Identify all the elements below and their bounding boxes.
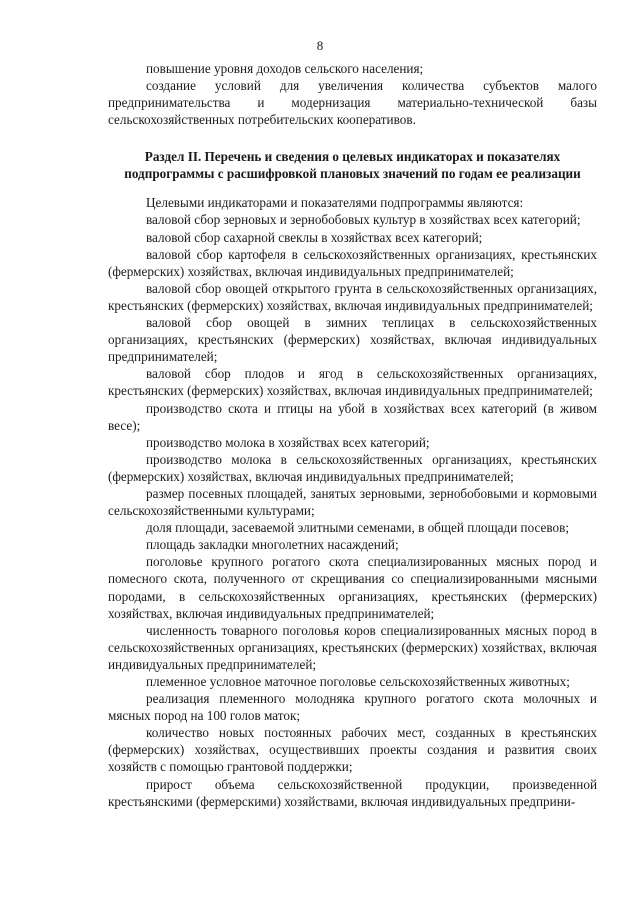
indicator-item: производство скота и птицы на убой в хозяйствах всех категорий (в живом весе); <box>108 400 597 433</box>
page-content <box>108 60 597 810</box>
indicator-item: валовой сбор овощей открытого грунта в сельскохозяйственных организациях, крестьянских (фермерских) хозяйствах, включая индивидуальных предпринимателей; <box>108 280 597 313</box>
intro-paragraph: создание условий для увеличения количества субъектов малого предпринимательства и модернизация материально-технической базы сельскохозяйственных потребительских кооперативов. <box>108 78 597 128</box>
indicator-item: валовой сбор плодов и ягод в сельскохозяйственных организациях, крестьянских (фермерских) хозяйствах, включая индивидуальных предпринимателей; <box>108 366 597 399</box>
section-lead: Целевыми индикаторами и показателями подпрограммы являются: <box>146 195 524 211</box>
section-heading: Раздел II. Перечень и сведения о целевых индикаторах и показателях подпрограммы с расшифровкой плановых значений по годам ее реализации <box>124 149 581 182</box>
indicator-item: площадь закладки многолетних насаждений; <box>146 537 399 553</box>
indicator-item: численность товарного поголовья коров специализированных мясных пород в сельскохозяйственных организациях, крестьянских (фермерских) хозяйствах, включая индивидуальных предпринимателей; <box>108 622 597 672</box>
indicator-item: доля площади, засеваемой элитными семенами, в общей площади посевов; <box>146 520 570 536</box>
indicator-item: прирост объема сельскохозяйственной продукции, произведенной крестьянскими (фермерскими) хозяйствами, включая индивидуальных предприни- <box>108 776 597 809</box>
indicator-item: племенное условное маточное поголовье сельскохозяйственных животных; <box>146 674 570 689</box>
intro-paragraph: повышение уровня доходов сельского населения; <box>146 61 424 76</box>
indicator-item: размер посевных площадей, занятых зерновыми, зернобобовыми и кормовыми сельскохозяйственными культурами; <box>108 485 597 519</box>
indicator-item: количество новых постоянных рабочих мест, созданных в крестьянских (фермерских) хозяйствах, осуществивших проекты создания и развития своих хозяйств с помощью грантовой поддержки; <box>108 725 597 775</box>
indicator-item: производство молока в сельскохозяйственных организациях, крестьянских (фермерских) хозяйствах, включая индивидуальных предпринимателей; <box>108 451 597 484</box>
page-number: 8 <box>316 38 324 53</box>
indicator-item: валовой сбор зерновых и зернобобовых культур в хозяйствах всех категорий; <box>146 212 581 228</box>
indicator-item: валовой сбор картофеля в сельскохозяйственных организациях, крестьянских (фермерских) хозяйствах, включая индивидуальных предпринимателей; <box>108 246 597 279</box>
indicator-item: производство молока в хозяйствах всех категорий; <box>146 434 430 450</box>
indicator-item: реализация племенного молодняка крупного рогатого скота молочных и мясных пород на 100 голов маток; <box>108 691 597 724</box>
indicator-item: валовой сбор овощей в зимних теплицах в сельскохозяйственных организациях, крестьянских (фермерских) хозяйствах, включая индивидуальных предпринимателей; <box>108 315 597 365</box>
indicator-item: валовой сбор сахарной свеклы в хозяйствах всех категорий; <box>146 229 483 245</box>
indicator-item: поголовье крупного рогатого скота специализированных мясных пород и помесного скота, полученного от скрещивания со специализированными мясными породами, в сельскохозяйственных организациях, крестьянских (фермерских) хозяйствах, включая индивидуальных предпринимателей; <box>108 554 597 621</box>
